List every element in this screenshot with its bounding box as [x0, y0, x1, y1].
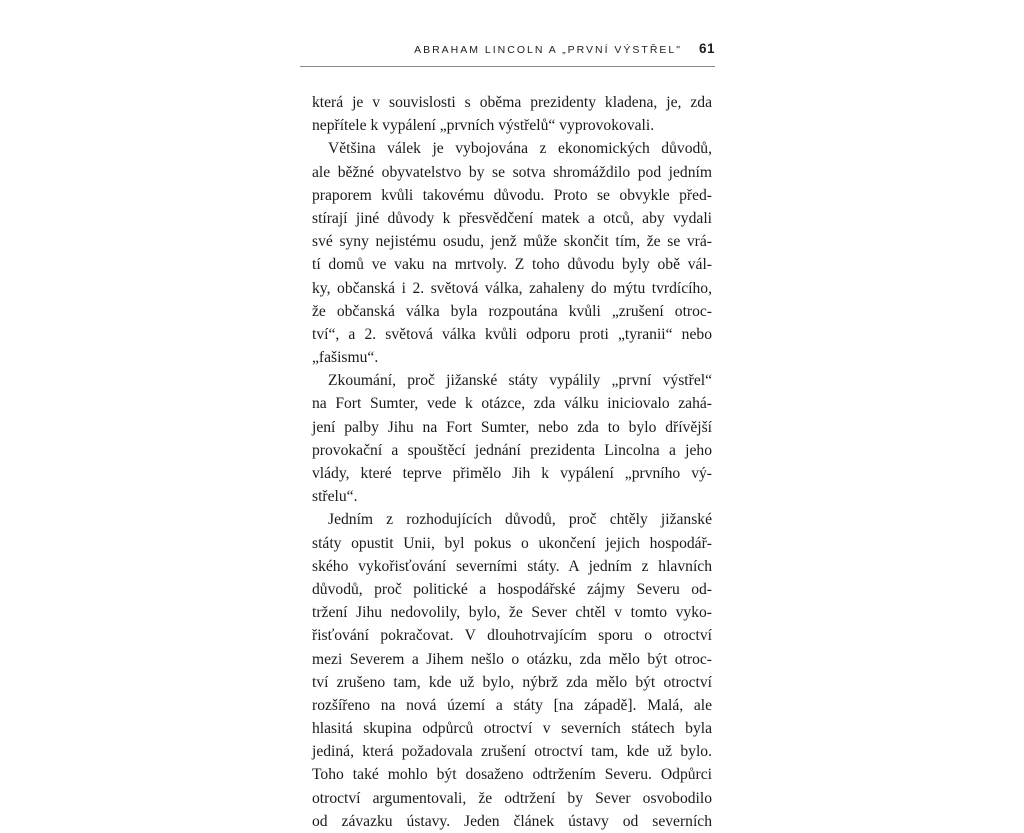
text-line: jediná, která požadovala zrušení otroctví tam, kde už bylo.	[312, 743, 712, 761]
text-line: že občanská válka byla rozpoutána kvůli „zrušení otroc-	[312, 302, 712, 320]
running-header	[300, 40, 715, 62]
text-line: střelu“.	[312, 488, 358, 506]
text-line: ského vykořisťování severními státy. A jedním z hlavních	[312, 557, 712, 575]
text-line: na Fort Sumter, vede k otázce, zda válku iniciovalo zahá-	[312, 395, 712, 413]
text-line: tí domů ve vaku na mrtvoly. Z toho důvodu byly obě vál-	[312, 256, 712, 274]
text-line: praporem kvůli takovému důvodu. Proto se obvykle před-	[312, 186, 712, 204]
text-line: Jedním z rozhodujících důvodů, proč chtěly jižanské	[328, 511, 712, 529]
text-line: Zkoumání, proč jižanské státy vypálily „první výstřel“	[328, 372, 712, 390]
text-line: hlasitá skupina odpůrců otroctví v severních státech byla	[312, 720, 712, 738]
text-line: Většina válek je vybojována z ekonomických důvodů,	[328, 140, 712, 158]
text-line: nepřítele k vypálení „prvních výstřelů“ vyprovokovali.	[312, 117, 655, 135]
text-line: rozšířeno na nová území a státy [na západě]. Malá, ale	[312, 696, 712, 714]
text-line: tví zrušeno tam, kde už bylo, nýbrž zda mělo být otroctví	[312, 673, 712, 691]
text-line: jení palby Jihu na Fort Sumter, nebo zda to bylo dřívější	[312, 418, 712, 436]
text-line: tržení Jihu nedovolily, bylo, že Sever chtěl v tomto vyko-	[312, 604, 712, 622]
text-line: která je v souvislosti s oběma prezidenty kladena, je, zda	[312, 94, 712, 111]
text-line: ky, občanská i 2. světová válka, zahaleny do mýtu tvrdícího,	[312, 279, 712, 297]
text-line: státy opustit Unii, byl pokus o ukončení jejich hospodář-	[312, 534, 712, 552]
text-line: od závazku ústavy. Jeden článek ústavy od severních	[312, 812, 712, 830]
text-line: vlády, které teprve přimělo Jih k vypálení „prvního vý-	[312, 465, 712, 482]
header-rule	[300, 66, 715, 67]
text-line: stírají jiné důvody k přesvědčení matek a otců, aby vydali	[312, 209, 712, 227]
text-line: řisťování pokračovat. V dlouhotrvajícím sporu o otroctví	[312, 627, 712, 645]
text-line: důvodů, proč politické a hospodářské zájmy Severu od-	[312, 580, 712, 598]
text-line: Toho také mohlo být dosaženo odtržením Severu. Odpůrci	[312, 766, 712, 784]
text-line: ale běžné obyvatelstvo by se sotva shromáždilo pod jedním	[312, 163, 712, 181]
body-text	[312, 91, 712, 833]
text-line: své syny nejistému osudu, jenž může skončit tím, že se vrá-	[312, 233, 712, 251]
text-line: tví“, a 2. světová válka kvůli odporu proti „tyranii“ nebo	[312, 325, 712, 343]
text-line: „fašismu“.	[312, 349, 379, 367]
text-line: otroctví argumentovali, že odtržení by Sever osvobodilo	[312, 789, 712, 807]
text-line: provokační a spouštěcí jednání prezidenta Lincolna a jeho	[312, 441, 712, 459]
page-number: 61	[698, 41, 715, 56]
text-line: mezi Severem a Jihem nešlo o otázku, zda mělo být otroc-	[312, 650, 712, 668]
running-header-title: ABRAHAM LINCOLN A „PRVNÍ VÝSTŘEL"	[414, 44, 682, 56]
